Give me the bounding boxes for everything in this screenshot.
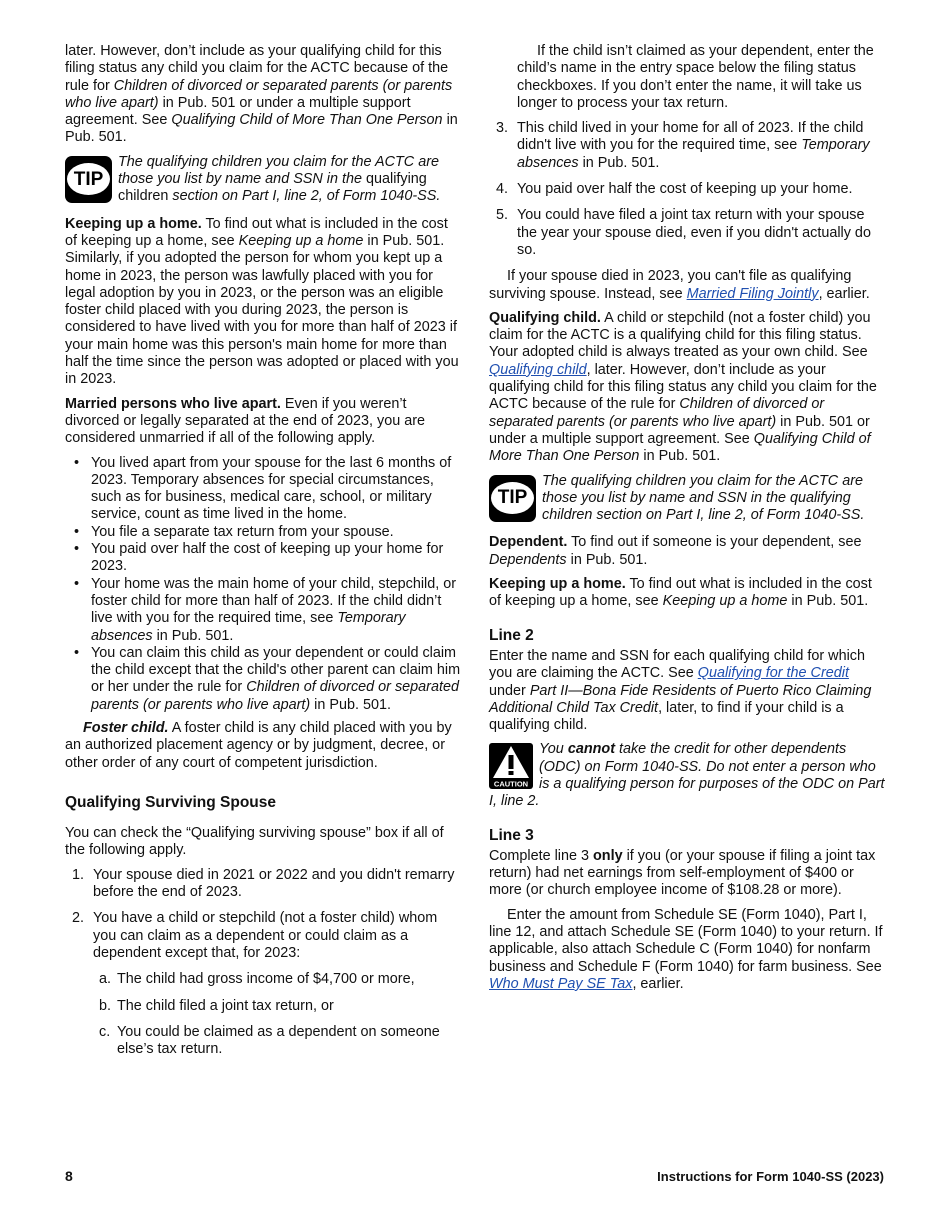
text-run: The child filed a joint tax return, or bbox=[117, 997, 334, 1014]
paragraph bbox=[489, 43, 885, 112]
text-run: Temporary absences bbox=[517, 137, 870, 171]
paragraph bbox=[489, 907, 885, 993]
paragraph bbox=[65, 825, 461, 860]
text-run: Foster child. bbox=[83, 719, 169, 736]
list-marker: 1. bbox=[72, 866, 85, 883]
list-item bbox=[65, 576, 461, 645]
list-marker: • bbox=[74, 454, 80, 471]
text-run: You bbox=[539, 741, 568, 758]
section-heading bbox=[489, 827, 885, 844]
text-run: Part II—Bona Fide Residents of Puerto Rico Claiming Additional Child Tax Credit bbox=[489, 682, 872, 716]
text-run: in Pub. 501 or under a multiple support agreement. See bbox=[489, 413, 870, 447]
text-run: Keeping up a home. bbox=[65, 215, 202, 232]
text-run: You could have filed a joint tax return with your spouse the year your spouse died, even if you didn't actually do so. bbox=[517, 207, 871, 258]
list-marker: • bbox=[74, 575, 80, 592]
footer-title: Instructions for Form 1040-SS (2023) bbox=[657, 1169, 884, 1184]
text-run: Enter the amount from Schedule SE (Form 1040), Part I, line 12, and attach Schedule SE (Form 1040) to your return. If applicable, also attach Schedule C (Form 1040) for nonfarm business and Schedule F (Form 1040) for farm business. See bbox=[489, 906, 883, 975]
text-run: If the child isn’t claimed as your dependent, enter the child’s name in the entry space below the filing status checkboxes. If you don’t enter the name, it will take us longer to process your tax return. bbox=[517, 43, 874, 111]
text-run: in Pub. 501. bbox=[639, 448, 721, 465]
text-run: If your spouse died in 2023, you can't file as qualifying surviving spouse. Instead, see bbox=[489, 268, 852, 302]
paragraph bbox=[489, 848, 885, 900]
page-number: 8 bbox=[65, 1168, 73, 1184]
list-item bbox=[65, 455, 461, 524]
text-run: in Pub. 501. bbox=[65, 112, 458, 146]
text-run: Complete line 3 bbox=[489, 847, 593, 864]
right-column bbox=[489, 43, 885, 1000]
left-column bbox=[65, 43, 461, 1067]
sub-list-item bbox=[93, 971, 461, 988]
text-run: in Pub. 501. bbox=[566, 551, 648, 568]
text-run: Qualifying child. bbox=[489, 309, 601, 326]
text-run: Enter the name and SSN for each qualifying child for which you are claiming the ACTC. See bbox=[489, 647, 865, 682]
caution-icon bbox=[489, 743, 533, 789]
text-run: Your spouse died in 2021 or 2022 and you didn't remarry before the end of 2023. bbox=[93, 866, 455, 901]
text-run: Dependents bbox=[489, 551, 567, 568]
list-marker: a. bbox=[99, 971, 112, 988]
text-run: You can check the “Qualifying surviving spouse” box if all of the following apply. bbox=[65, 825, 444, 859]
sub-list-item bbox=[93, 998, 461, 1015]
paragraph bbox=[489, 268, 885, 303]
link[interactable]: Qualifying child bbox=[489, 361, 587, 378]
text-run: under bbox=[489, 682, 530, 699]
list-marker: 4. bbox=[496, 181, 509, 198]
text-run: Qualifying Child of More Than One Person bbox=[489, 430, 871, 465]
link[interactable]: Qualifying for the Credit bbox=[697, 665, 849, 682]
text-run: A foster child is any child placed with you by an authorized placement agency or by judgment, decree, or other order of any court of competent jurisdiction. bbox=[65, 719, 452, 771]
text-run: This child lived in your home for all of 2023. If the child didn't live with you for the required time, see bbox=[517, 120, 864, 154]
list-marker: c. bbox=[99, 1023, 111, 1040]
text-run: in Pub. 501. Similarly, if you adopted the person for whom you kept up a home in 2023, the person was lawfully placed with you for legal adoption by you in 2023, or the person was an eligible foster child placed with you during 2023, the person is considered to have lived with you for more than half of 2023 if your main home was this person's main home for more than half the time since the person was adopted or placed with you in 2023. bbox=[65, 232, 459, 388]
text-run: Line 2 bbox=[489, 626, 534, 644]
sub-list bbox=[93, 971, 461, 1058]
tip-text bbox=[489, 473, 885, 525]
list-marker: • bbox=[74, 644, 80, 661]
list-item bbox=[65, 645, 461, 714]
tip-icon bbox=[489, 475, 536, 522]
section-heading bbox=[65, 794, 461, 811]
list-item bbox=[65, 541, 461, 576]
list-item bbox=[489, 207, 885, 259]
text-run: cannot bbox=[567, 741, 615, 758]
tip-icon-label: TIP bbox=[67, 163, 110, 195]
text-run: You can claim this child as your dependent or could claim the child except that the child's other parent can claim him or her under the rule for bbox=[91, 644, 461, 696]
text-run: Even if you weren’t divorced or legally separated at the end of 2023, you are considered unmarried if all of the following apply. bbox=[65, 395, 426, 447]
list-item bbox=[65, 524, 461, 541]
tip-callout bbox=[65, 154, 461, 206]
text-run: To find out what is included in the cost of keeping up a home, see bbox=[65, 215, 448, 249]
bullet-list bbox=[65, 455, 461, 714]
list-marker: 5. bbox=[496, 207, 509, 224]
text-run: Children of divorced or separated parents (or parents who live apart) bbox=[65, 77, 453, 111]
text-run: Children of divorced or separated parents (or parents who live apart) bbox=[91, 679, 459, 713]
sub-list-item bbox=[93, 1024, 461, 1059]
paragraph bbox=[65, 216, 461, 389]
tip-icon bbox=[65, 156, 112, 203]
text-run: in Pub. 501. bbox=[310, 696, 391, 713]
text-run: in Pub. 501 or under a multiple support agreement. See bbox=[65, 94, 411, 129]
text-run: Temporary absences bbox=[91, 610, 406, 644]
tip-callout bbox=[489, 473, 885, 525]
text-run: in Pub. 501. bbox=[578, 154, 660, 171]
list-item bbox=[489, 181, 885, 198]
text-run: if you (or your spouse if filing a joint tax return) had net earnings from self-employment of $400 or more (or church employee income of $108.28 or more). bbox=[489, 847, 876, 899]
text-run: To find out if someone is your dependent, see bbox=[567, 534, 862, 551]
paragraph bbox=[65, 43, 461, 147]
list-item bbox=[65, 867, 461, 902]
tip-icon-label: TIP bbox=[491, 482, 534, 514]
text-run: Keeping up a home bbox=[662, 593, 788, 610]
paragraph bbox=[489, 576, 885, 611]
svg-text:CAUTION: CAUTION bbox=[493, 779, 529, 789]
text-run: You paid over half the cost of keeping up your home for 2023. bbox=[91, 541, 444, 575]
link[interactable]: Married Filing Jointly bbox=[686, 285, 819, 302]
text-run: Keeping up a home bbox=[238, 232, 364, 249]
text-run: , earlier. bbox=[818, 285, 870, 302]
text-run: Married persons who live apart. bbox=[65, 395, 281, 412]
numbered-list bbox=[489, 120, 885, 259]
paragraph bbox=[489, 534, 885, 569]
section-heading bbox=[489, 627, 885, 644]
text-run: in Pub. 501. bbox=[787, 593, 869, 610]
text-run: You paid over half the cost of keeping up your home. bbox=[517, 181, 853, 198]
paragraph bbox=[65, 720, 461, 772]
text-run: You could be claimed as a dependent on someone else’s tax return. bbox=[117, 1023, 440, 1058]
paragraph bbox=[65, 396, 461, 448]
text-run: only bbox=[593, 847, 623, 864]
text-run: The child had gross income of $4,700 or more, bbox=[117, 971, 415, 988]
text-run: Qualifying Surviving Spouse bbox=[65, 793, 277, 811]
list-marker: • bbox=[74, 523, 80, 540]
text-run: section on Part I, line 2, of Form 1040-SS. bbox=[168, 188, 441, 205]
caution-text bbox=[489, 741, 885, 810]
text-run: , earlier. bbox=[632, 975, 684, 992]
paragraph bbox=[489, 648, 885, 734]
text-run: Keeping up a home. bbox=[489, 576, 626, 593]
list-marker: • bbox=[74, 541, 80, 558]
text-run: take the credit for other dependents (ODC) on Form 1040-SS. Do not enter a person who is a qualifying person for purposes of the ODC on Part I, line 2. bbox=[489, 741, 885, 810]
text-run: Line 3 bbox=[489, 826, 534, 844]
paragraph bbox=[489, 310, 885, 466]
list-marker: 2. bbox=[72, 910, 85, 927]
text-run: , later, to find if your child is a qualifying child. bbox=[489, 699, 844, 734]
tip-text bbox=[65, 154, 461, 206]
text-run: later. However, don’t include as your qualifying child for this filing status any child you claim for the ACTC because of the rule for bbox=[65, 43, 449, 94]
text-run: Children of divorced or separated parents (or parents who live apart) bbox=[489, 396, 825, 430]
text-run: qualifying children bbox=[118, 171, 427, 205]
text-run: Your home was the main home of your child, stepchild, or foster child for more than half of 2023. If the child didn’t live with you for the required time, see bbox=[91, 575, 457, 627]
text-run: , later. However, don’t include as your qualifying child for this filing status any child you claim for the ACTC because of the rule for bbox=[489, 361, 877, 413]
text-run: To find out what is included in the cost of keeping up a home, see bbox=[489, 576, 872, 610]
text-run: You lived apart from your spouse for the last 6 months of 2023. Temporary absences for special circumstances, such as for business, medical care, school, or military service, count as time lived in the home. bbox=[91, 454, 452, 523]
text-run: Qualifying Child of More Than One Person bbox=[171, 112, 443, 129]
text-run: The qualifying children you claim for the ACTC are those you list by name and SSN in the bbox=[118, 153, 439, 188]
list-item bbox=[489, 120, 885, 172]
list-marker: b. bbox=[99, 997, 112, 1014]
text-run: You have a child or stepchild (not a foster child) whom you can claim as a dependent or could claim as a dependent except that, for 2023: bbox=[93, 910, 438, 961]
list-item bbox=[65, 910, 461, 1058]
list-marker: 3. bbox=[496, 120, 509, 137]
text-run: in Pub. 501. bbox=[152, 627, 234, 644]
numbered-list bbox=[65, 867, 461, 1059]
link[interactable]: Who Must Pay SE Tax bbox=[489, 975, 633, 992]
text-run: Dependent. bbox=[489, 534, 568, 551]
caution-callout bbox=[489, 741, 885, 810]
text-run: The qualifying children you claim for the ACTC are those you list by name and SSN in the qualifying children section on Part I, line 2, of Form 1040-SS. bbox=[542, 472, 865, 524]
text-run: A child or stepchild (not a foster child) you claim for the ACTC is a qualifying child for this filing status. Your adopted child is always treated as your own child. See bbox=[489, 309, 871, 361]
text-run: You file a separate tax return from your spouse. bbox=[91, 523, 394, 540]
